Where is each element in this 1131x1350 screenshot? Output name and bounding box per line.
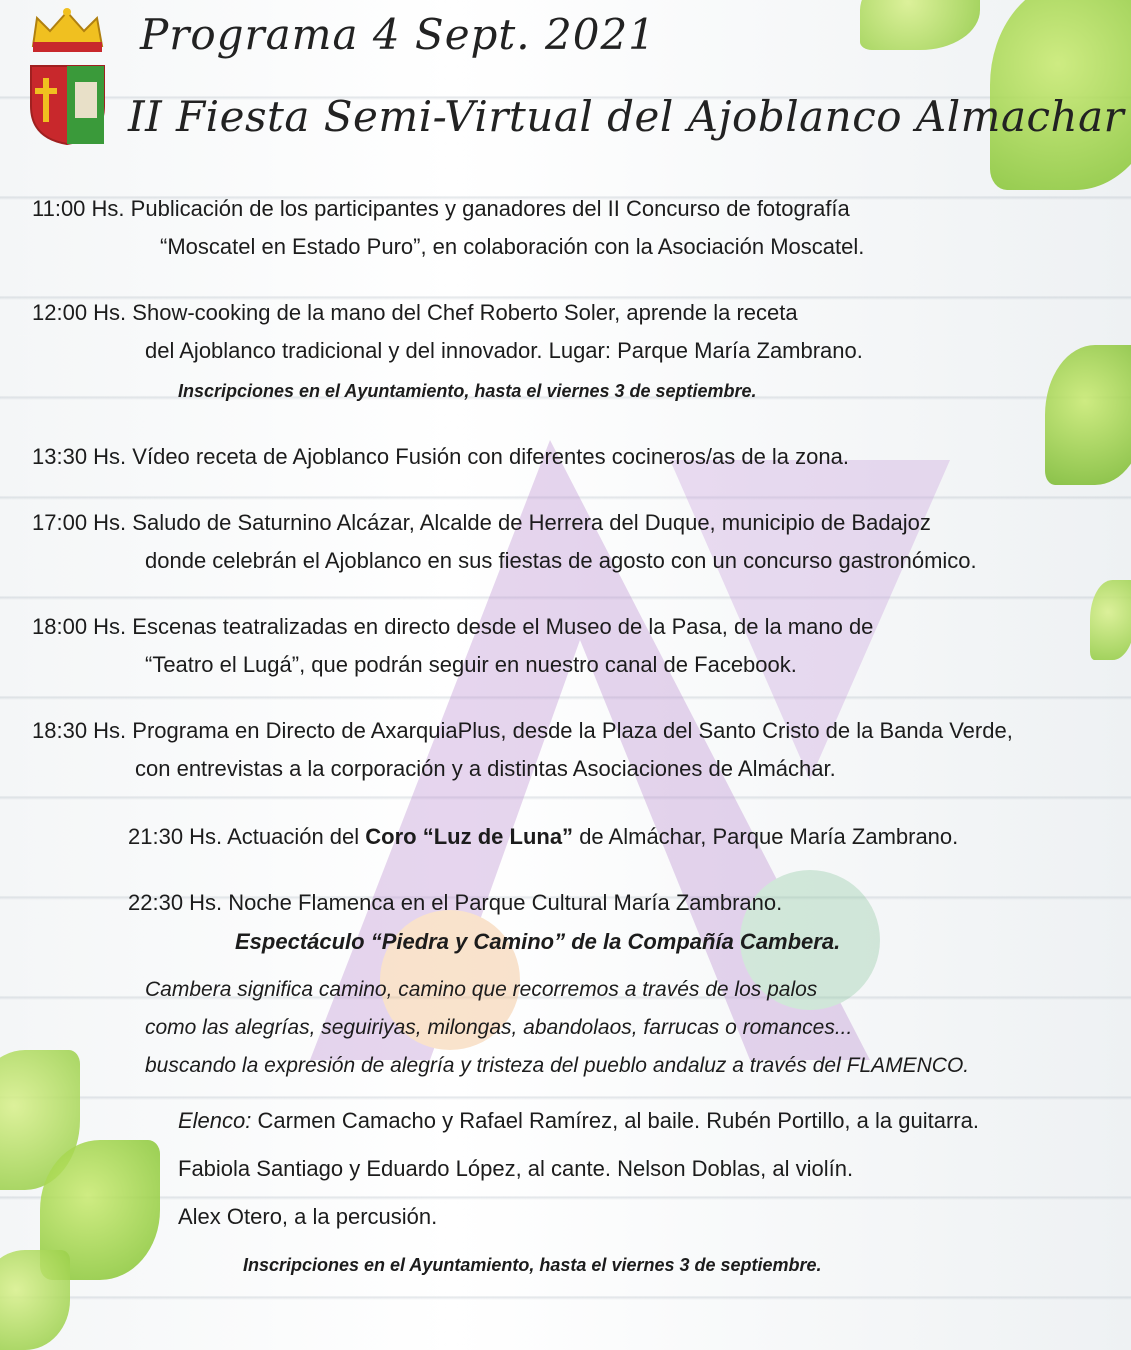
event-text-pre: Actuación del xyxy=(227,824,360,849)
event-1100 xyxy=(32,190,850,228)
cast-line-3: Alex Otero, a la percusión. xyxy=(178,1204,438,1229)
vine-leaf-bottom-left-3 xyxy=(0,1250,70,1350)
show-description-3: buscando la expresión de alegría y tristeza del pueblo andaluz a través del FLAMENCO. xyxy=(145,1054,970,1077)
event-2230 xyxy=(128,884,782,922)
event-1200-cont: del Ajoblanco tradicional y del innovador. Lugar: Parque María Zambrano. xyxy=(145,338,863,363)
event-text: Saludo de Saturnino Alcázar, Alcalde de Herrera del Duque, municipio de Badajoz xyxy=(132,510,931,535)
event-time: 11:00 Hs. xyxy=(32,196,125,221)
event-time: 21:30 Hs. xyxy=(128,824,223,849)
event-1800 xyxy=(32,608,873,646)
vine-leaf-right-middle xyxy=(1045,345,1131,485)
registration-note: Inscripciones en el Ayuntamiento, hasta el viernes 3 de septiembre. xyxy=(178,381,757,401)
event-title: II Fiesta Semi-Virtual del Ajoblanco Almachar xyxy=(128,92,1125,141)
vine-leaf-right-small xyxy=(1090,580,1131,660)
event-text: Show-cooking de la mano del Chef Roberto Soler, aprende la receta xyxy=(132,300,798,325)
coat-of-arms-icon xyxy=(25,6,110,146)
event-1700-cont: donde celebrán el Ajoblanco en sus fiestas de agosto con un concurso gastronómico. xyxy=(145,548,977,573)
choir-name: Coro “Luz de Luna” xyxy=(365,824,574,849)
event-1700 xyxy=(32,504,931,542)
event-1800-cont: “Teatro el Lugá”, que podrán seguir en nuestro canal de Facebook. xyxy=(145,652,797,677)
program-title: Programa 4 Sept. 2021 xyxy=(140,10,656,59)
event-2130 xyxy=(128,818,958,856)
cast-line-2: Fabiola Santiago y Eduardo López, al cante. Nelson Doblas, al violín. xyxy=(178,1156,854,1181)
event-1330 xyxy=(32,438,849,476)
event-time: 13:30 Hs. xyxy=(32,444,127,469)
event-time: 17:00 Hs. xyxy=(32,510,127,535)
event-time: 22:30 Hs. xyxy=(128,890,223,915)
event-text: Escenas teatralizadas en directo desde el Museo de la Pasa, de la mano de xyxy=(132,614,874,639)
event-text: Publicación de los participantes y ganadores del II Concurso de fotografía xyxy=(130,196,850,221)
registration-note-bottom: Inscripciones en el Ayuntamiento, hasta el viernes 3 de septiembre. xyxy=(243,1255,822,1275)
event-text: Noche Flamenca en el Parque Cultural María Zambrano. xyxy=(228,890,783,915)
event-text: Vídeo receta de Ajoblanco Fusión con diferentes cocineros/as de la zona. xyxy=(132,444,849,469)
event-text: Programa en Directo de AxarquiaPlus, desde la Plaza del Santo Cristo de la Banda Verde, xyxy=(132,718,1013,743)
header xyxy=(0,0,1131,170)
cast-label: Elenco: xyxy=(178,1108,252,1133)
cast-line-1 xyxy=(178,1108,979,1134)
event-time: 12:00 Hs. xyxy=(32,300,127,325)
event-time: 18:00 Hs. xyxy=(32,614,127,639)
event-time: 18:30 Hs. xyxy=(32,718,127,743)
event-1200 xyxy=(32,294,798,332)
show-description-1: Cambera significa camino, camino que recorremos a través de los palos xyxy=(145,978,818,1001)
show-description-2: como las alegrías, seguiriyas, milongas, abandolaos, farrucas o romances... xyxy=(145,1016,853,1039)
event-1100-cont: “Moscatel en Estado Puro”, en colaboración con la Asociación Moscatel. xyxy=(160,234,865,259)
event-text-post: de Almáchar, Parque María Zambrano. xyxy=(579,824,959,849)
cast-text: Carmen Camacho y Rafael Ramírez, al baile. Rubén Portillo, a la guitarra. xyxy=(257,1108,979,1133)
show-title: Espectáculo “Piedra y Camino” de la Compañía Cambera. xyxy=(235,929,841,954)
event-1830 xyxy=(32,712,1013,750)
event-1830-cont: con entrevistas a la corporación y a distintas Asociaciones de Almáchar. xyxy=(135,756,836,781)
